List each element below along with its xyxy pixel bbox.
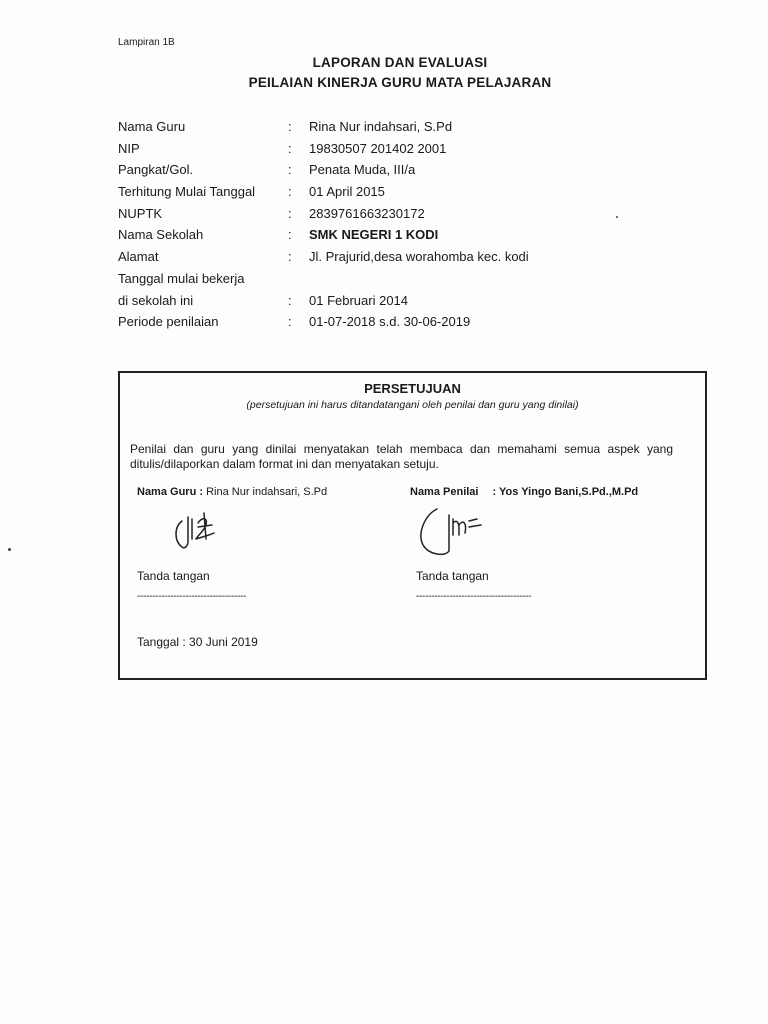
- info-row-tanggal-mulai: [118, 271, 678, 293]
- info-colon: :: [288, 162, 292, 178]
- evaluator-signature: [415, 505, 495, 561]
- attachment-label: Lampiran 1B: [118, 37, 175, 48]
- evaluator-signer: [410, 486, 638, 498]
- info-row-nip: [118, 141, 678, 163]
- info-colon: :: [288, 292, 292, 308]
- info-value: Rina Nur indahsari, S.Pd: [309, 119, 453, 134]
- info-row-terhitung: [118, 184, 678, 206]
- info-row-di-sekolah: [118, 293, 678, 315]
- info-label: Alamat: [118, 249, 159, 265]
- info-label: di sekolah ini: [118, 292, 194, 308]
- info-row-nuptk: [118, 206, 678, 228]
- evaluator-sign-line: --------------------------------------: [416, 591, 532, 602]
- info-value: SMK NEGERI 1 KODI: [309, 227, 439, 243]
- info-row-nama-guru: [118, 119, 678, 141]
- evaluator-sign-label: Tanda tangan: [416, 569, 489, 583]
- info-colon: :: [288, 140, 292, 156]
- approval-box: [118, 371, 707, 680]
- info-label: NUPTK: [118, 205, 163, 221]
- scan-speck: [8, 548, 11, 551]
- info-value: 01 April 2015: [309, 184, 385, 200]
- info-label: Terhitung Mulai Tanggal: [118, 184, 256, 200]
- teacher-name-label: Nama Guru :: [137, 486, 204, 498]
- info-row-nama-sekolah: [118, 227, 678, 249]
- evaluator-name: : Yos Yingo Bani,S.Pd.,M.Pd: [492, 486, 639, 498]
- info-label: Tanggal mulai bekerja: [118, 270, 245, 286]
- info-colon: :: [288, 119, 292, 134]
- info-colon: :: [288, 249, 292, 265]
- info-value: Penata Muda, III/a: [309, 162, 416, 178]
- info-row-pangkat: [118, 162, 678, 184]
- teacher-signer: [137, 486, 327, 498]
- teacher-sign-line: ------------------------------------: [137, 591, 247, 602]
- info-colon: :: [288, 227, 292, 243]
- info-colon: :: [288, 184, 292, 200]
- info-label: Nama Guru: [118, 119, 186, 134]
- teacher-signature: [168, 509, 238, 557]
- teacher-name: Rina Nur indahsari, S.Pd: [206, 486, 328, 498]
- info-label: Periode penilaian: [118, 314, 219, 330]
- info-label: Pangkat/Gol.: [118, 162, 194, 178]
- info-value: 2839761663230172: [309, 205, 425, 221]
- document-subtitle: PEILAIAN KINERJA GURU MATA PELAJARAN: [248, 75, 552, 90]
- info-value: 19830507 201402 2001: [309, 140, 447, 156]
- info-value: Jl. Prajurid,desa worahomba kec. kodi: [309, 249, 529, 265]
- approval-title: PERSETUJUAN: [364, 381, 461, 396]
- teacher-sign-label: Tanda tangan: [137, 569, 210, 583]
- info-row-alamat: [118, 249, 678, 271]
- info-row-periode: [118, 314, 678, 336]
- approval-statement: Penilai dan guru yang dinilai menyatakan telah membaca dan memahami semua aspek yang ditulis/dilaporkan dalam format ini dan menyatakan setuju.: [130, 442, 673, 471]
- approval-date: Tanggal : 30 Juni 2019: [137, 635, 258, 649]
- approval-subtitle: (persetujuan ini harus ditandatangani oleh penilai dan guru yang dinilai): [246, 399, 579, 411]
- document-title: LAPORAN DAN EVALUASI: [312, 55, 488, 70]
- info-value: 01 Februari 2014: [309, 292, 409, 308]
- info-label: Nama Sekolah: [118, 227, 204, 243]
- scan-speck: [616, 216, 618, 218]
- info-label: NIP: [118, 140, 140, 156]
- info-value: 01-07-2018 s.d. 30-06-2019: [309, 314, 471, 330]
- info-colon: :: [288, 314, 292, 330]
- info-colon: :: [288, 205, 292, 221]
- evaluator-name-label: Nama Penilai: [410, 486, 479, 498]
- teacher-info: [118, 119, 678, 336]
